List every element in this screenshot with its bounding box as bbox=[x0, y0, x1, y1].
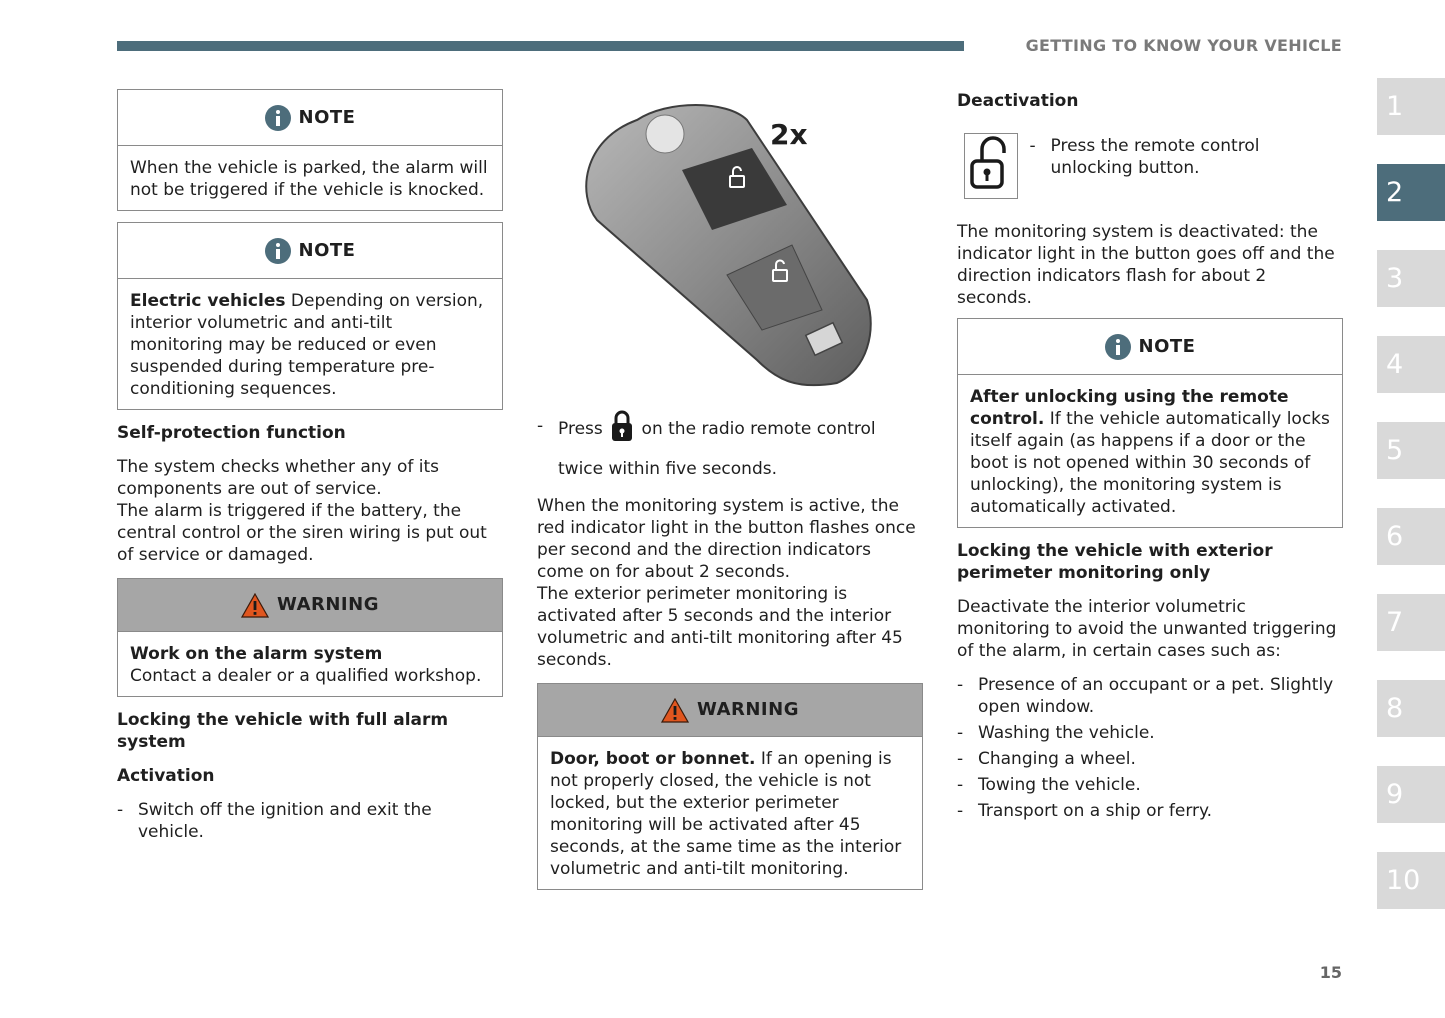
page-number: 15 bbox=[1319, 963, 1342, 982]
note-text bbox=[130, 290, 490, 400]
chapter-tab-5[interactable]: 5 bbox=[1377, 422, 1445, 479]
chapter-tab-10[interactable]: 10 bbox=[1377, 852, 1445, 909]
section-title: GETTING TO KNOW YOUR VEHICLE bbox=[1025, 36, 1342, 55]
note-title: NOTE bbox=[298, 106, 356, 128]
warning-icon bbox=[241, 593, 269, 618]
list-item: - Transport on a ship or ferry. bbox=[957, 800, 1343, 822]
chapter-tab-3[interactable]: 3 bbox=[1377, 250, 1445, 307]
warning-text bbox=[550, 748, 910, 880]
self-protection-heading: Self-protection function bbox=[117, 423, 346, 443]
note-title: NOTE bbox=[1138, 335, 1196, 357]
deactivation-heading: Deactivation bbox=[957, 91, 1079, 111]
chapter-tab-4[interactable]: 4 bbox=[1377, 336, 1445, 393]
note-lead: Electric vehicles bbox=[130, 291, 286, 311]
warning-box bbox=[117, 578, 503, 697]
exterior-monitoring-heading: Locking the vehicle with exterior perimeter monitoring only bbox=[957, 541, 1273, 583]
self-protection-text-1: The system checks whether any of its components are out of service. bbox=[117, 457, 440, 499]
note-text: When the vehicle is parked, the alarm will not be triggered if the vehicle is knocked. bbox=[130, 158, 488, 200]
info-icon bbox=[265, 238, 291, 264]
warning-subhead: Work on the alarm system bbox=[130, 644, 383, 664]
note-box bbox=[117, 89, 503, 211]
column-middle bbox=[537, 100, 923, 901]
list-item: - Presence of an occupant or a pet. Slightly open window. bbox=[957, 674, 1343, 718]
note-title: NOTE bbox=[298, 239, 356, 261]
note-text bbox=[970, 386, 1330, 518]
deactivation-step: - Press the remote control unlocking button. bbox=[1030, 135, 1343, 199]
activation-step: - Switch off the ignition and exit the vehicle. bbox=[117, 799, 503, 843]
cases-list bbox=[957, 674, 1343, 822]
chapter-tab-6[interactable]: 6 bbox=[1377, 508, 1445, 565]
chapter-tab-1[interactable]: 1 bbox=[1377, 78, 1445, 135]
warning-header bbox=[118, 579, 502, 632]
activation-heading: Activation bbox=[117, 766, 215, 786]
lock-icon bbox=[610, 410, 634, 453]
exterior-monitoring-text: Deactivate the interior volumetric monitoring to avoid the unwanted triggering of the alarm, in certain cases such as: bbox=[957, 597, 1337, 661]
press-instruction bbox=[537, 410, 923, 485]
chapter-tab-7[interactable]: 7 bbox=[1377, 594, 1445, 651]
note-box-electric bbox=[117, 222, 503, 410]
note-header bbox=[118, 223, 502, 279]
activation-delay-text: The exterior perimeter monitoring is activated after 5 seconds and the interior volumetric and anti-tilt monitoring after 45 seconds. bbox=[537, 584, 903, 670]
warning-text: Contact a dealer or a qualified workshop. bbox=[130, 666, 482, 686]
warning-icon bbox=[661, 698, 689, 723]
active-system-text: When the monitoring system is active, the red indicator light in the button flashes once per second and the direction indicators come on for about 2 seconds. bbox=[537, 496, 916, 582]
figure-label: 2x bbox=[770, 118, 808, 151]
deactivation-text: The monitoring system is deactivated: the indicator light in the button goes off and the direction indicators flash for about 2 seconds. bbox=[957, 222, 1335, 308]
info-icon bbox=[265, 105, 291, 131]
note-lead: After unlocking using the remote control. bbox=[970, 387, 1289, 429]
list-item: - Towing the vehicle. bbox=[957, 774, 1343, 796]
key-fob-image bbox=[577, 100, 917, 400]
header-rule bbox=[117, 41, 964, 51]
info-icon bbox=[1105, 334, 1131, 360]
warning-lead: Door, boot or bonnet. bbox=[550, 749, 756, 769]
self-protection-text-2: The alarm is triggered if the battery, the central control or the siren wiring is put out of service or damaged. bbox=[117, 501, 487, 565]
list-item: - Changing a wheel. bbox=[957, 748, 1343, 770]
press-after: on the radio remote control twice within five seconds. bbox=[558, 419, 876, 479]
column-right bbox=[957, 90, 1343, 826]
warning-title: WARNING bbox=[277, 594, 379, 615]
column-left bbox=[117, 89, 503, 843]
list-item: - Washing the vehicle. bbox=[957, 722, 1343, 744]
locking-full-alarm-heading: Locking the vehicle with full alarm system bbox=[117, 710, 449, 752]
warning-title: WARNING bbox=[697, 699, 799, 720]
warning-box-openings bbox=[537, 683, 923, 890]
chapter-tab-2[interactable]: 2 bbox=[1377, 164, 1445, 221]
unlock-button-image bbox=[964, 133, 1018, 199]
press-before: Press bbox=[558, 419, 609, 439]
note-header bbox=[958, 319, 1342, 375]
note-body: Depending on version, interior volumetric and anti-tilt monitoring may be reduced or even suspended during temperature pre-conditioning sequences. bbox=[130, 291, 484, 399]
note-body: If the vehicle automatically locks itself again (as happens if a door or the boot is not opened within 30 seconds of unlocking), the monitoring system is automatically activated. bbox=[970, 409, 1330, 517]
warning-header bbox=[538, 684, 922, 737]
unlock-icon bbox=[968, 135, 1014, 197]
deactivation-step-row bbox=[957, 133, 1343, 199]
warning-body: If an opening is not properly closed, the vehicle is not locked, but the exterior perimeter monitoring will be activated after 45 seconds, at the same time as the interior volumetric and anti-tilt monitoring. bbox=[550, 749, 902, 879]
chapter-tab-8[interactable]: 8 bbox=[1377, 680, 1445, 737]
chapter-tab-9[interactable]: 9 bbox=[1377, 766, 1445, 823]
note-header bbox=[118, 90, 502, 146]
note-box-auto-relock bbox=[957, 318, 1343, 528]
